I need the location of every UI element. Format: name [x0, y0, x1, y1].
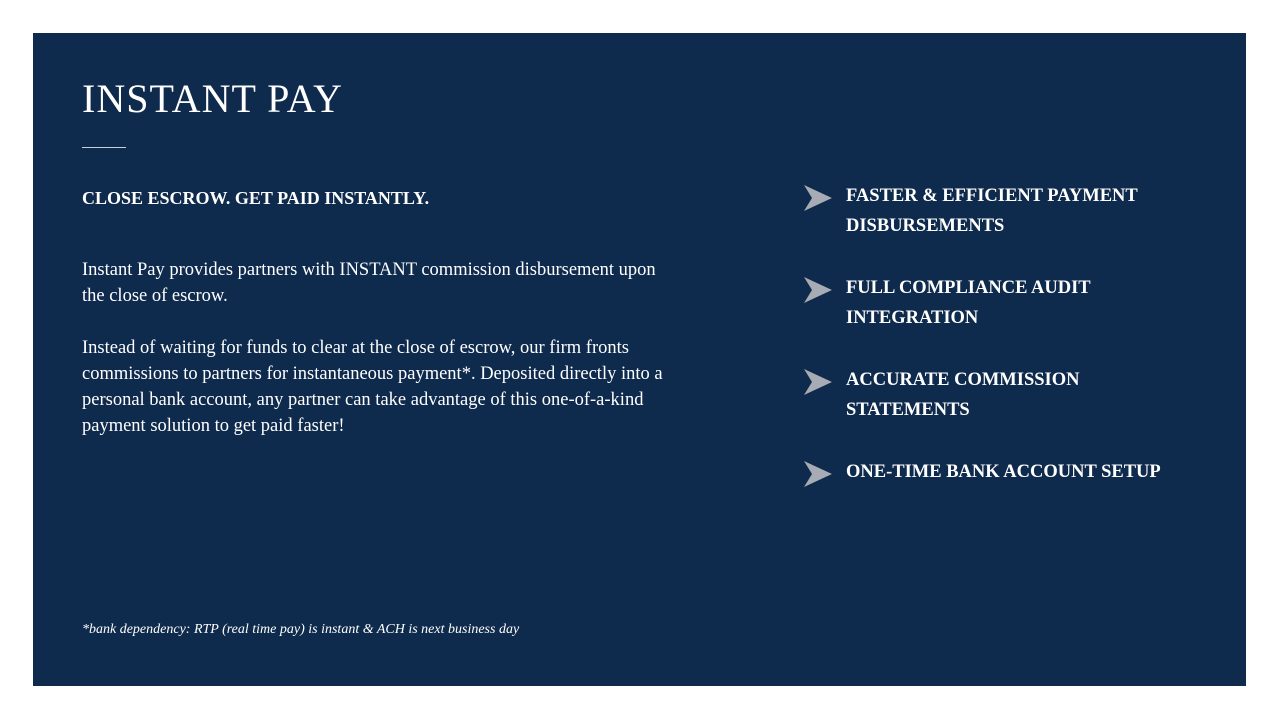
title-divider	[82, 147, 126, 148]
feature-label: ACCURATE COMMISSION STATEMENTS	[846, 370, 1080, 420]
feature-label: FASTER & EFFICIENT PAYMENT DISBURSEMENTS	[846, 186, 1138, 236]
slide-title: INSTANT PAY	[82, 76, 343, 121]
feature-item	[803, 273, 1223, 365]
body-paragraph: Instant Pay provides partners with INSTANT commission disbursement upon the close of escrow.	[82, 260, 656, 306]
feature-item	[803, 365, 1223, 457]
feature-label: ONE-TIME BANK ACCOUNT SETUP	[846, 462, 1161, 482]
feature-label: FULL COMPLIANCE AUDIT INTEGRATION	[846, 278, 1091, 328]
body-text	[82, 257, 682, 465]
arrow-right-icon	[803, 183, 833, 213]
feature-item	[803, 181, 1223, 273]
arrow-right-icon	[803, 367, 833, 397]
slide-subtitle: CLOSE ESCROW. GET PAID INSTANTLY.	[82, 188, 430, 208]
arrow-right-icon	[803, 459, 833, 489]
body-paragraph: Instead of waiting for funds to clear at the close of escrow, our firm fronts commissions to partners for instantaneous payment*. Deposited directly into a personal bank account, any partner can take advantage of this one-of-a-kind payment solution to get paid faster!	[82, 338, 663, 436]
slide-panel	[33, 33, 1246, 686]
feature-item	[803, 457, 1223, 549]
footnote: *bank dependency: RTP (real time pay) is instant & ACH is next business day	[82, 622, 520, 637]
feature-list	[803, 181, 1223, 549]
arrow-right-icon	[803, 275, 833, 305]
